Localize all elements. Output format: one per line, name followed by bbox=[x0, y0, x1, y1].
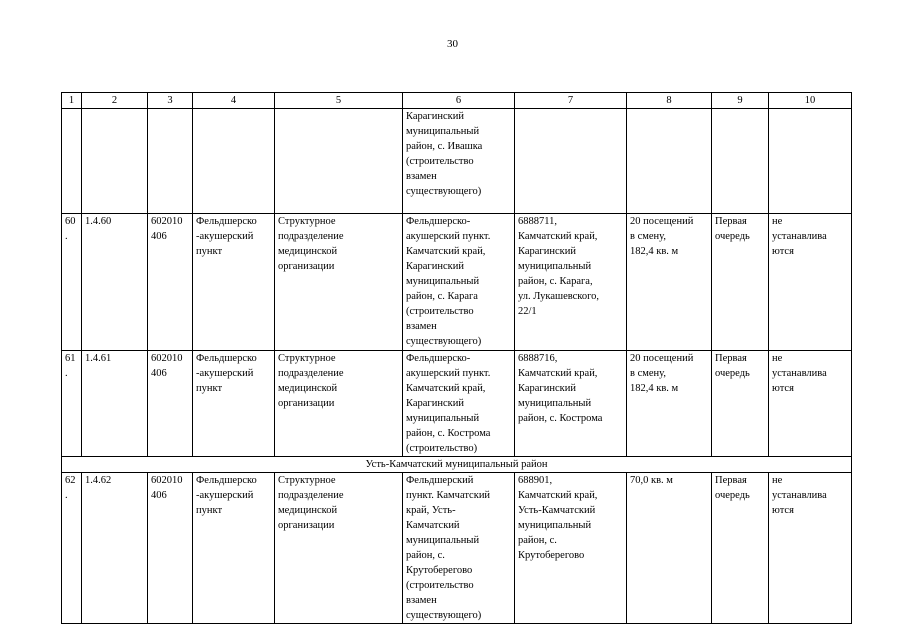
zone-cell: не устанавлива ются bbox=[769, 351, 852, 457]
header-cell: 2 bbox=[82, 93, 148, 109]
name-cell: Фельдшерско -акушерский пункт bbox=[193, 214, 275, 351]
okved-cell: 602010 406 bbox=[148, 214, 193, 351]
header-cell: 5 bbox=[275, 93, 403, 109]
row-number: 61. bbox=[62, 351, 82, 457]
table-row bbox=[62, 109, 852, 214]
address-cell: 6888711, Камчатский край, Карагинский муниципальный район, с. Карага, ул. Лукашевского, 22/1 bbox=[515, 214, 627, 351]
header-cell: 7 bbox=[515, 93, 627, 109]
address-cell: 6888716, Камчатский край, Карагинский муниципальный район, с. Кострома bbox=[515, 351, 627, 457]
row-number: 62. bbox=[62, 473, 82, 624]
header-cell: 9 bbox=[712, 93, 769, 109]
table-row bbox=[62, 214, 852, 351]
facilities-table bbox=[61, 92, 852, 624]
table-row bbox=[62, 473, 852, 624]
zone-cell: не устанавлива ются bbox=[769, 214, 852, 351]
region-row bbox=[62, 457, 852, 473]
header-cell: 1 bbox=[62, 93, 82, 109]
header-cell: 4 bbox=[193, 93, 275, 109]
header-cell: 8 bbox=[627, 93, 712, 109]
code-cell: 1.4.61 bbox=[82, 351, 148, 457]
type-cell: Структурное подразделение медицинской организации bbox=[275, 351, 403, 457]
location-cell: Фельдшерско- акушерский пункт. Камчатский край, Карагинский муниципальный район, с. Кострома (строительство) bbox=[403, 351, 515, 457]
page-number: 30 bbox=[447, 38, 458, 50]
location-cell: Фельдшерско- акушерский пункт. Камчатский край, Карагинский муниципальный район, с. Карага (строительство взамен существующего) bbox=[403, 214, 515, 351]
name-cell: Фельдшерско -акушерский пункт bbox=[193, 473, 275, 624]
header-row bbox=[62, 93, 852, 109]
header-cell: 10 bbox=[769, 93, 852, 109]
code-cell: 1.4.60 bbox=[82, 214, 148, 351]
name-cell: Фельдшерско -акушерский пункт bbox=[193, 351, 275, 457]
okved-cell: 602010 406 bbox=[148, 473, 193, 624]
header-cell: 3 bbox=[148, 93, 193, 109]
code-cell: 1.4.62 bbox=[82, 473, 148, 624]
priority-cell: Первая очередь bbox=[712, 214, 769, 351]
location-cell: Фельдшерский пункт. Камчатский край, Усть- Камчатский муниципальный район, с. Крутоберегово (строительство взамен существующего) bbox=[403, 473, 515, 624]
capacity-cell: 70,0 кв. м bbox=[627, 473, 712, 624]
type-cell: Структурное подразделение медицинской организации bbox=[275, 214, 403, 351]
okved-cell: 602010 406 bbox=[148, 351, 193, 457]
address-cell: 688901, Камчатский край, Усть-Камчатский муниципальный район, с. Крутоберегово bbox=[515, 473, 627, 624]
region-heading: Усть-Камчатский муниципальный район bbox=[62, 457, 852, 473]
capacity-cell: 20 посещений в смену, 182,4 кв. м bbox=[627, 351, 712, 457]
table-row bbox=[62, 351, 852, 457]
row-number: 60. bbox=[62, 214, 82, 351]
location-cell: Карагинский муниципальный район, с. Ивашка (строительство взамен существующего) bbox=[403, 109, 515, 214]
priority-cell: Первая очередь bbox=[712, 351, 769, 457]
type-cell: Структурное подразделение медицинской организации bbox=[275, 473, 403, 624]
capacity-cell: 20 посещений в смену, 182,4 кв. м bbox=[627, 214, 712, 351]
priority-cell: Первая очередь bbox=[712, 473, 769, 624]
zone-cell: не устанавлива ются bbox=[769, 473, 852, 624]
header-cell: 6 bbox=[403, 93, 515, 109]
